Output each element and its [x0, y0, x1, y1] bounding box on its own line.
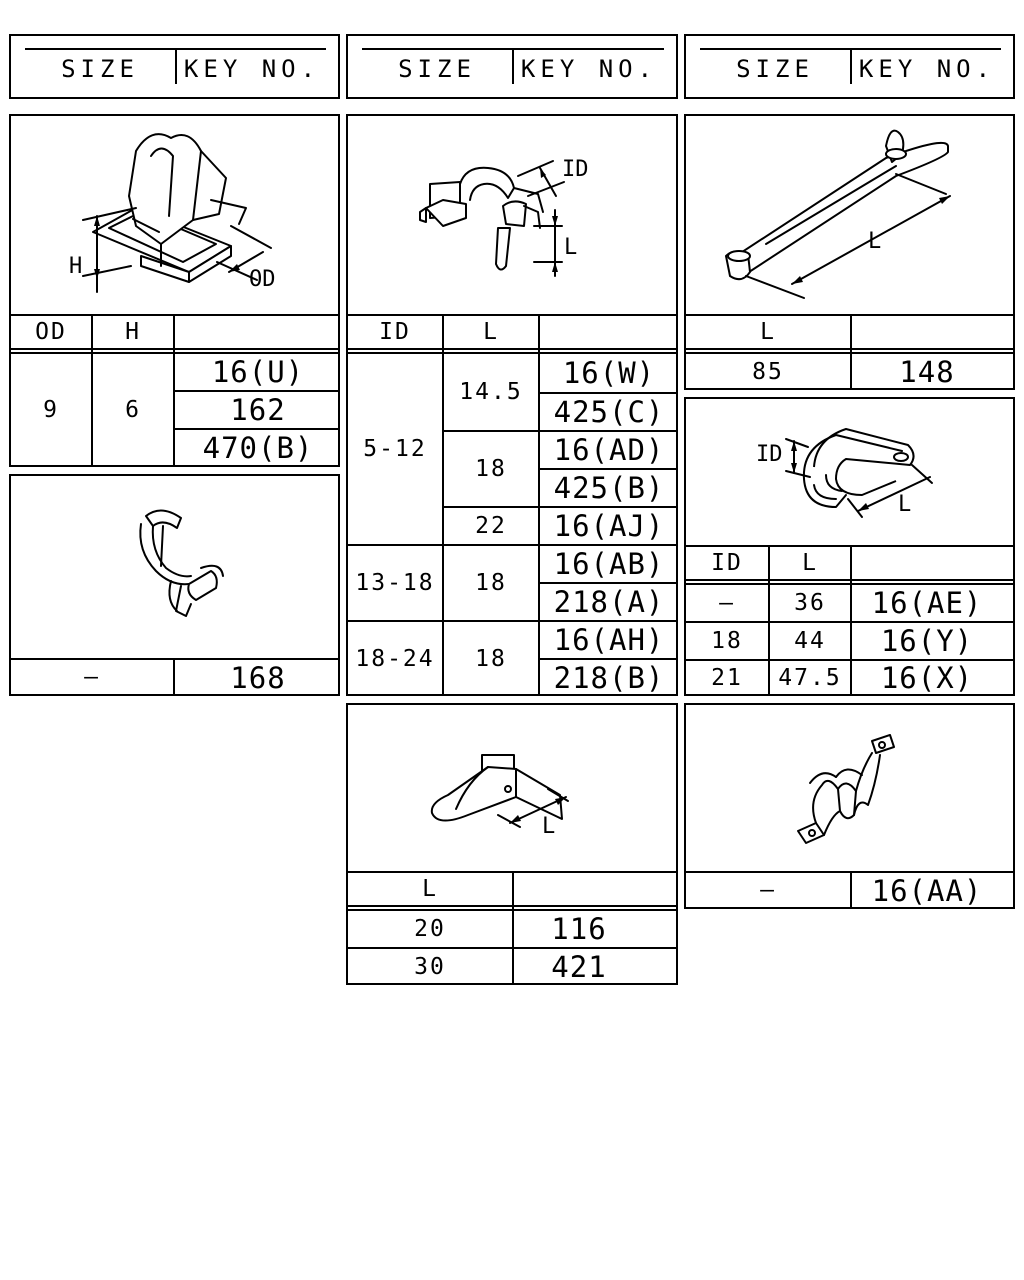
column-l: L [483, 318, 499, 345]
l-value: 14.5 [459, 378, 523, 405]
panel-double-pipe-clamp [684, 703, 1015, 909]
key-number: 16(AE) [871, 585, 983, 620]
l-value: 18 [475, 569, 507, 596]
key-number: 162 [230, 392, 286, 427]
panel-push-clip [9, 114, 340, 467]
size-header: SIZE [736, 55, 814, 83]
id-value: — [719, 589, 735, 616]
header-box-3 [684, 34, 1015, 99]
l-dimension-label: L [542, 814, 556, 839]
panel-p-clip [684, 397, 1015, 696]
key-number: 218(B) [553, 660, 665, 695]
double-pipe-clamp-drawing [686, 705, 1015, 871]
header-box-2 [346, 34, 678, 99]
od-value: 9 [43, 397, 59, 423]
l-dimension-label: L [868, 229, 882, 254]
key-number: 16(X) [880, 661, 974, 695]
l-value: 22 [475, 512, 507, 539]
key-number: 425(B) [553, 470, 665, 505]
panel-harness-clip [9, 474, 340, 696]
key-number: 16(Y) [880, 623, 974, 658]
column-id: ID [711, 549, 743, 576]
key-number: 470(B) [202, 430, 314, 465]
push-clip-drawing [11, 116, 340, 314]
key-number: 168 [230, 660, 286, 695]
column-h: H [125, 318, 141, 345]
id-dimension-label: ID [562, 157, 589, 182]
size-value: — [84, 663, 100, 690]
panel-cable-tie [684, 114, 1015, 390]
key-number: 16(AH) [553, 622, 665, 657]
l-value: 18 [475, 455, 507, 482]
l-value: 47.5 [778, 665, 842, 691]
key-number: 218(A) [553, 584, 665, 619]
od-dimension-label: OD [249, 267, 276, 292]
size-header: SIZE [61, 55, 139, 83]
l-value: 20 [414, 915, 446, 942]
size-value: — [760, 876, 776, 903]
double-clip-drawing [348, 116, 678, 314]
key-number: 425(C) [553, 394, 665, 429]
id-value: 21 [711, 665, 743, 691]
column-od: OD [35, 318, 67, 345]
id-dimension-label: ID [756, 442, 783, 467]
column-l: L [760, 318, 776, 345]
l-value: 44 [794, 627, 826, 654]
column-id: ID [379, 318, 411, 345]
id-value: 13-18 [355, 569, 435, 596]
clamp-drawing [348, 705, 678, 871]
harness-clip-drawing [11, 476, 340, 658]
key-number: 16(AB) [553, 546, 665, 581]
h-dimension-label: H [69, 254, 83, 279]
l-value: 30 [414, 953, 446, 980]
header-box-1 [9, 34, 340, 99]
column-l: L [802, 549, 818, 576]
key-number: 16(AD) [553, 432, 665, 467]
key-number: 16(W) [562, 355, 656, 390]
cable-tie-drawing [686, 116, 1015, 314]
size-header: SIZE [398, 55, 476, 83]
key-number: 16(U) [211, 354, 305, 389]
key-number: 16(AJ) [553, 508, 665, 543]
key-no-header: KEY NO. [858, 55, 996, 83]
key-number: 116 [551, 911, 607, 946]
panel-clamp [346, 703, 678, 985]
l-value: 85 [752, 358, 784, 385]
key-no-header: KEY NO. [520, 55, 658, 83]
key-no-header: KEY NO. [183, 55, 321, 83]
key-number: 16(AA) [871, 873, 983, 908]
panel-double-clip [346, 114, 678, 696]
l-value: 18 [475, 645, 507, 672]
h-value: 6 [125, 397, 141, 423]
id-value: 18 [711, 627, 743, 654]
l-dimension-label: L [564, 235, 578, 260]
id-value: 18-24 [355, 645, 435, 672]
p-clip-drawing [686, 399, 1015, 545]
l-dimension-label: L [898, 492, 912, 517]
id-value: 5-12 [363, 435, 427, 462]
column-l: L [422, 875, 438, 902]
key-number: 148 [899, 354, 955, 389]
key-number: 421 [551, 949, 607, 984]
l-value: 36 [794, 589, 826, 616]
